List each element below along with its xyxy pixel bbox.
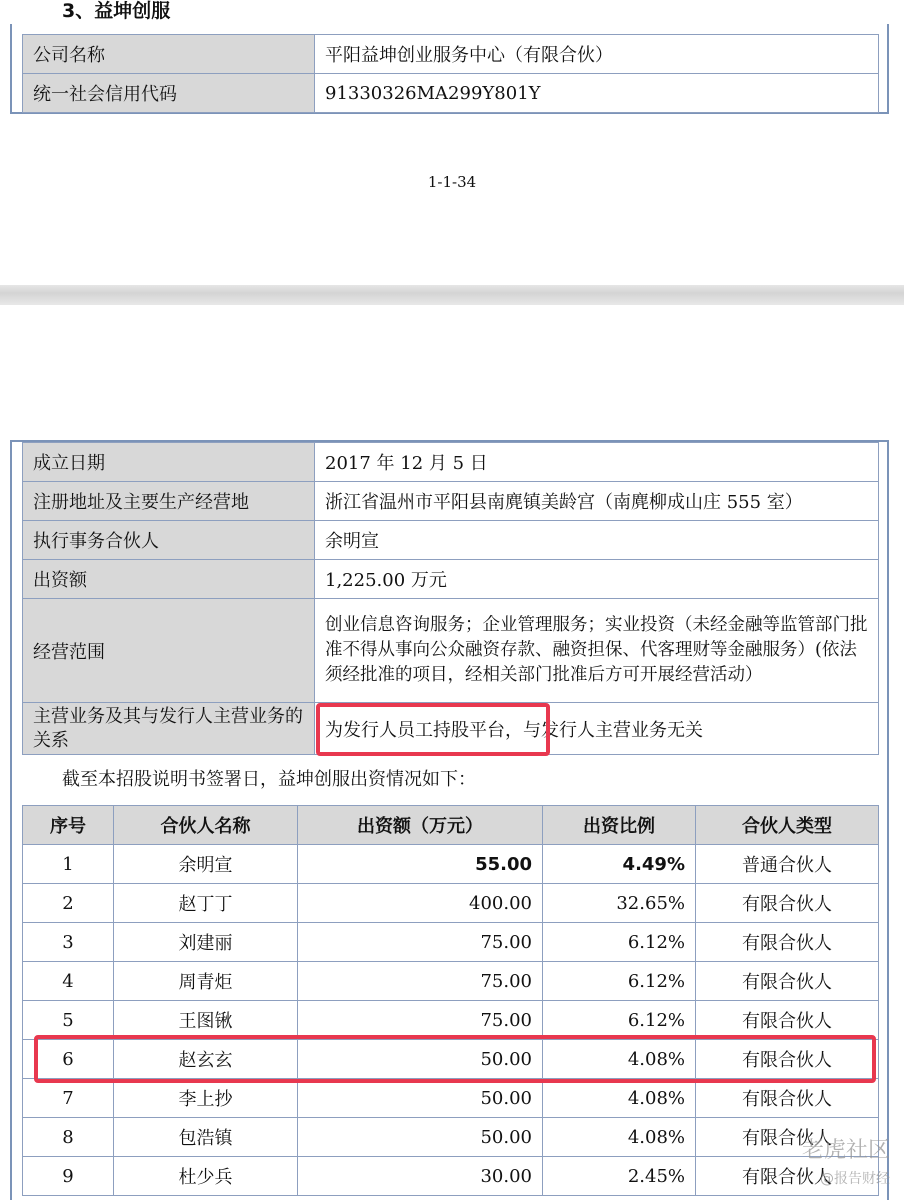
cell-capital: 75.00 bbox=[298, 1001, 543, 1040]
company-name-value: 平阳益坤创业服务中心（有限合伙） bbox=[315, 35, 879, 74]
page-border-right bbox=[887, 440, 889, 1200]
table-row bbox=[23, 1079, 879, 1118]
intro-text: 截至本招股说明书签署日，益坤创服出资情况如下： bbox=[62, 769, 476, 790]
cell-index: 3 bbox=[23, 923, 114, 962]
cell-ratio: 4.08% bbox=[543, 1118, 696, 1157]
cell-index: 9 bbox=[23, 1157, 114, 1196]
cell-ratio: 32.65% bbox=[543, 884, 696, 923]
cell-capital: 50.00 bbox=[298, 1079, 543, 1118]
cell-name: 王图锹 bbox=[114, 1001, 298, 1040]
cell-ratio: 6.12% bbox=[543, 962, 696, 1001]
table-row bbox=[23, 884, 879, 923]
cell-index: 5 bbox=[23, 1001, 114, 1040]
table-row bbox=[23, 443, 879, 482]
cell-type: 有限合伙人 bbox=[696, 1040, 879, 1079]
cell-capital: 400.00 bbox=[298, 884, 543, 923]
managing-partner-value: 余明宣 bbox=[315, 521, 879, 560]
page-gap bbox=[0, 285, 904, 305]
cell-name: 包浩镇 bbox=[114, 1118, 298, 1157]
table-row bbox=[23, 1157, 879, 1196]
page-border-right bbox=[887, 24, 889, 114]
cell-capital: 50.00 bbox=[298, 1118, 543, 1157]
cell-capital: 30.00 bbox=[298, 1157, 543, 1196]
business-relation-label: 主营业务及其与发行人主营业务的关系 bbox=[23, 703, 315, 755]
page-number: 1-1-34 bbox=[427, 173, 477, 191]
cell-type: 有限合伙人 bbox=[696, 884, 879, 923]
cell-name: 赵玄玄 bbox=[114, 1040, 298, 1079]
header-capital: 出资额（万元） bbox=[298, 806, 543, 845]
cell-ratio: 6.12% bbox=[543, 1001, 696, 1040]
credit-code-value: 91330326MA299Y801Y bbox=[315, 74, 879, 113]
cell-type: 有限合伙人 bbox=[696, 1118, 879, 1157]
header-partner-type: 合伙人类型 bbox=[696, 806, 879, 845]
cell-type: 有限合伙人 bbox=[696, 1001, 879, 1040]
cell-ratio: 6.12% bbox=[543, 923, 696, 962]
business-scope-value: 创业信息咨询服务；企业管理服务；实业投资（未经金融等监管部门批准不得从事向公众融资存款、融资担保、代客理财等金融服务）(依法须经批准的项目，经相关部门批准后方可开展经营活动） bbox=[315, 599, 879, 703]
cell-index: 2 bbox=[23, 884, 114, 923]
highlight-box-platform bbox=[316, 703, 550, 756]
cell-ratio: 4.49% bbox=[543, 845, 696, 884]
header-ratio: 出资比例 bbox=[543, 806, 696, 845]
highlighted-text: 为发行人员工持股平台， bbox=[325, 719, 523, 741]
address-value: 浙江省温州市平阳县南麂镇美龄宫（南麂柳成山庄 555 室） bbox=[315, 482, 879, 521]
cell-index: 7 bbox=[23, 1079, 114, 1118]
watermark-author: @报告财经 bbox=[820, 1171, 890, 1187]
cell-capital: 75.00 bbox=[298, 962, 543, 1001]
relation-rest-text: 与发行人主营业务无关 bbox=[523, 719, 703, 741]
cell-ratio: 4.08% bbox=[543, 1079, 696, 1118]
table-row bbox=[23, 845, 879, 884]
credit-code-label: 统一社会信用代码 bbox=[23, 74, 315, 113]
document-page-upper bbox=[0, 0, 904, 285]
page-border-left bbox=[10, 24, 12, 114]
cell-name: 周青炬 bbox=[114, 962, 298, 1001]
cell-name: 赵丁丁 bbox=[114, 884, 298, 923]
highlight-box-partner-row bbox=[34, 1035, 876, 1083]
cell-type: 有限合伙人 bbox=[696, 1079, 879, 1118]
business-scope-label: 经营范围 bbox=[23, 599, 315, 703]
watermark-logo: 老虎社区 bbox=[801, 1138, 890, 1163]
cell-type: 有限合伙人 bbox=[696, 1157, 879, 1196]
cell-index: 6 bbox=[23, 1040, 114, 1079]
cell-capital: 55.00 bbox=[298, 845, 543, 884]
company-basic-table bbox=[22, 34, 879, 113]
capital-value: 1,225.00 万元 bbox=[315, 560, 879, 599]
table-row bbox=[23, 35, 879, 74]
header-partner-name: 合伙人名称 bbox=[114, 806, 298, 845]
founding-date-label: 成立日期 bbox=[23, 443, 315, 482]
cell-index: 1 bbox=[23, 845, 114, 884]
section-title: 3、益坤创服 bbox=[62, 0, 171, 22]
cell-ratio: 2.45% bbox=[543, 1157, 696, 1196]
founding-date-value: 2017 年 12 月 5 日 bbox=[315, 443, 879, 482]
table-row bbox=[23, 923, 879, 962]
table-row bbox=[23, 599, 879, 703]
cell-name: 杜少兵 bbox=[114, 1157, 298, 1196]
table-header-row bbox=[23, 806, 879, 845]
cell-type: 普通合伙人 bbox=[696, 845, 879, 884]
managing-partner-label: 执行事务合伙人 bbox=[23, 521, 315, 560]
cell-type: 有限合伙人 bbox=[696, 923, 879, 962]
address-label: 注册地址及主要生产经营地 bbox=[23, 482, 315, 521]
table-row bbox=[23, 1118, 879, 1157]
capital-label: 出资额 bbox=[23, 560, 315, 599]
table-row bbox=[23, 521, 879, 560]
cell-name: 李上抄 bbox=[114, 1079, 298, 1118]
header-index: 序号 bbox=[23, 806, 114, 845]
cell-ratio: 4.08% bbox=[543, 1040, 696, 1079]
table-row bbox=[23, 74, 879, 113]
cell-capital: 50.00 bbox=[298, 1040, 543, 1079]
cell-name: 余明宣 bbox=[114, 845, 298, 884]
cell-name: 刘建丽 bbox=[114, 923, 298, 962]
table-row bbox=[23, 482, 879, 521]
cell-index: 8 bbox=[23, 1118, 114, 1157]
table-row bbox=[23, 560, 879, 599]
table-row bbox=[23, 962, 879, 1001]
table-row bbox=[23, 1001, 879, 1040]
company-name-label: 公司名称 bbox=[23, 35, 315, 74]
cell-type: 有限合伙人 bbox=[696, 962, 879, 1001]
cell-index: 4 bbox=[23, 962, 114, 1001]
page-border-left bbox=[10, 440, 12, 1200]
cell-capital: 75.00 bbox=[298, 923, 543, 962]
partner-table bbox=[22, 805, 879, 1196]
